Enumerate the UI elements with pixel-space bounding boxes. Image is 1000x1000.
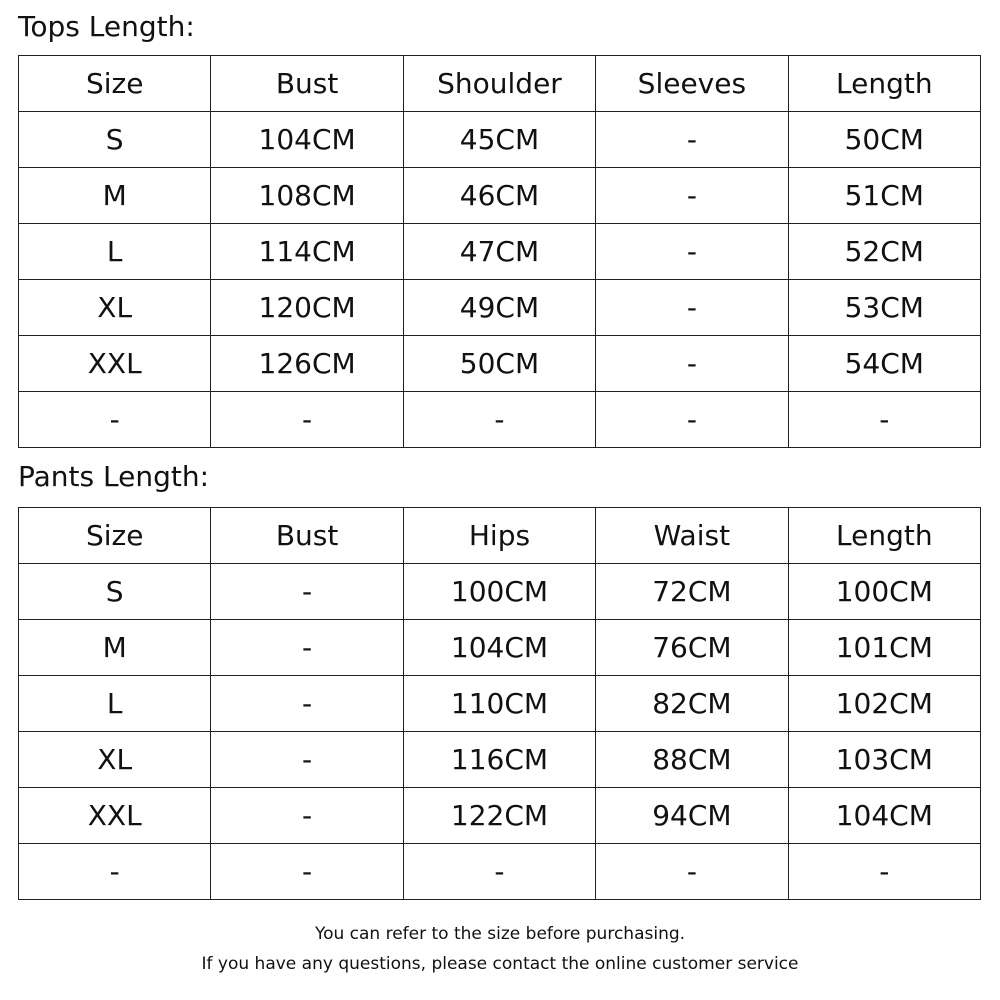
footer-note-contact: If you have any questions, please contact the online customer service — [201, 954, 799, 974]
table-cell: - — [19, 844, 211, 900]
table-cell: - — [596, 280, 788, 336]
table-cell: 50CM — [788, 112, 980, 168]
tops-size-table — [18, 55, 981, 448]
table-cell: - — [211, 620, 403, 676]
table-cell: 122CM — [403, 788, 595, 844]
table-cell: 82CM — [596, 676, 788, 732]
table-cell: 120CM — [211, 280, 403, 336]
table-cell: 51CM — [788, 168, 980, 224]
table-row — [19, 392, 981, 448]
table-cell: 94CM — [596, 788, 788, 844]
table-cell: XL — [19, 280, 211, 336]
table-cell: 102CM — [788, 676, 980, 732]
column-header-bust: Bust — [211, 508, 403, 564]
table-cell: 110CM — [403, 676, 595, 732]
column-header-length: Length — [788, 508, 980, 564]
footer-note-reference: You can refer to the size before purchasing. — [314, 924, 686, 944]
table-cell: 53CM — [788, 280, 980, 336]
table-cell: 104CM — [788, 788, 980, 844]
table-row — [19, 788, 981, 844]
table-cell: 101CM — [788, 620, 980, 676]
table-cell: XXL — [19, 788, 211, 844]
column-header-size: Size — [19, 56, 211, 112]
table-cell: 54CM — [788, 336, 980, 392]
table-cell: 76CM — [596, 620, 788, 676]
table-cell: 100CM — [788, 564, 980, 620]
table-cell: 52CM — [788, 224, 980, 280]
table-cell: - — [596, 844, 788, 900]
table-cell: - — [19, 392, 211, 448]
table-cell: 47CM — [403, 224, 595, 280]
table-cell: - — [403, 844, 595, 900]
table-row — [19, 732, 981, 788]
table-row — [19, 844, 981, 900]
table-cell: 49CM — [403, 280, 595, 336]
pants-section-title: Pants Length: — [18, 460, 210, 493]
table-row — [19, 224, 981, 280]
table-cell: 104CM — [211, 112, 403, 168]
table-cell: 104CM — [403, 620, 595, 676]
column-header-waist: Waist — [596, 508, 788, 564]
tops-section-title: Tops Length: — [18, 10, 195, 43]
table-cell: 50CM — [403, 336, 595, 392]
table-cell: 46CM — [403, 168, 595, 224]
pants-size-table — [18, 507, 981, 900]
table-row — [19, 564, 981, 620]
table-cell: L — [19, 676, 211, 732]
table-cell: 116CM — [403, 732, 595, 788]
table-cell: - — [211, 564, 403, 620]
table-cell: - — [211, 732, 403, 788]
table-cell: 72CM — [596, 564, 788, 620]
table-cell: 100CM — [403, 564, 595, 620]
table-cell: - — [211, 392, 403, 448]
table-cell: 45CM — [403, 112, 595, 168]
column-header-sleeves: Sleeves — [596, 56, 788, 112]
table-cell: - — [211, 788, 403, 844]
table-row — [19, 676, 981, 732]
table-cell: 88CM — [596, 732, 788, 788]
table-cell: XL — [19, 732, 211, 788]
column-header-bust: Bust — [211, 56, 403, 112]
table-cell: 108CM — [211, 168, 403, 224]
table-cell: - — [596, 336, 788, 392]
column-header-length: Length — [788, 56, 980, 112]
table-row — [19, 620, 981, 676]
table-cell: - — [596, 224, 788, 280]
table-cell: - — [211, 844, 403, 900]
table-row — [19, 168, 981, 224]
table-header-row — [19, 56, 981, 112]
table-cell: 103CM — [788, 732, 980, 788]
table-cell: L — [19, 224, 211, 280]
table-row — [19, 112, 981, 168]
column-header-hips: Hips — [403, 508, 595, 564]
table-cell: S — [19, 112, 211, 168]
column-header-shoulder: Shoulder — [403, 56, 595, 112]
table-cell: - — [788, 392, 980, 448]
table-cell: S — [19, 564, 211, 620]
table-cell: - — [596, 168, 788, 224]
table-cell: - — [596, 392, 788, 448]
table-row — [19, 280, 981, 336]
table-cell: - — [211, 676, 403, 732]
table-cell: XXL — [19, 336, 211, 392]
table-cell: - — [788, 844, 980, 900]
table-cell: 114CM — [211, 224, 403, 280]
table-header-row — [19, 508, 981, 564]
column-header-size: Size — [19, 508, 211, 564]
table-cell: 126CM — [211, 336, 403, 392]
table-row — [19, 336, 981, 392]
table-cell: - — [596, 112, 788, 168]
table-cell: M — [19, 168, 211, 224]
table-cell: M — [19, 620, 211, 676]
table-cell: - — [403, 392, 595, 448]
